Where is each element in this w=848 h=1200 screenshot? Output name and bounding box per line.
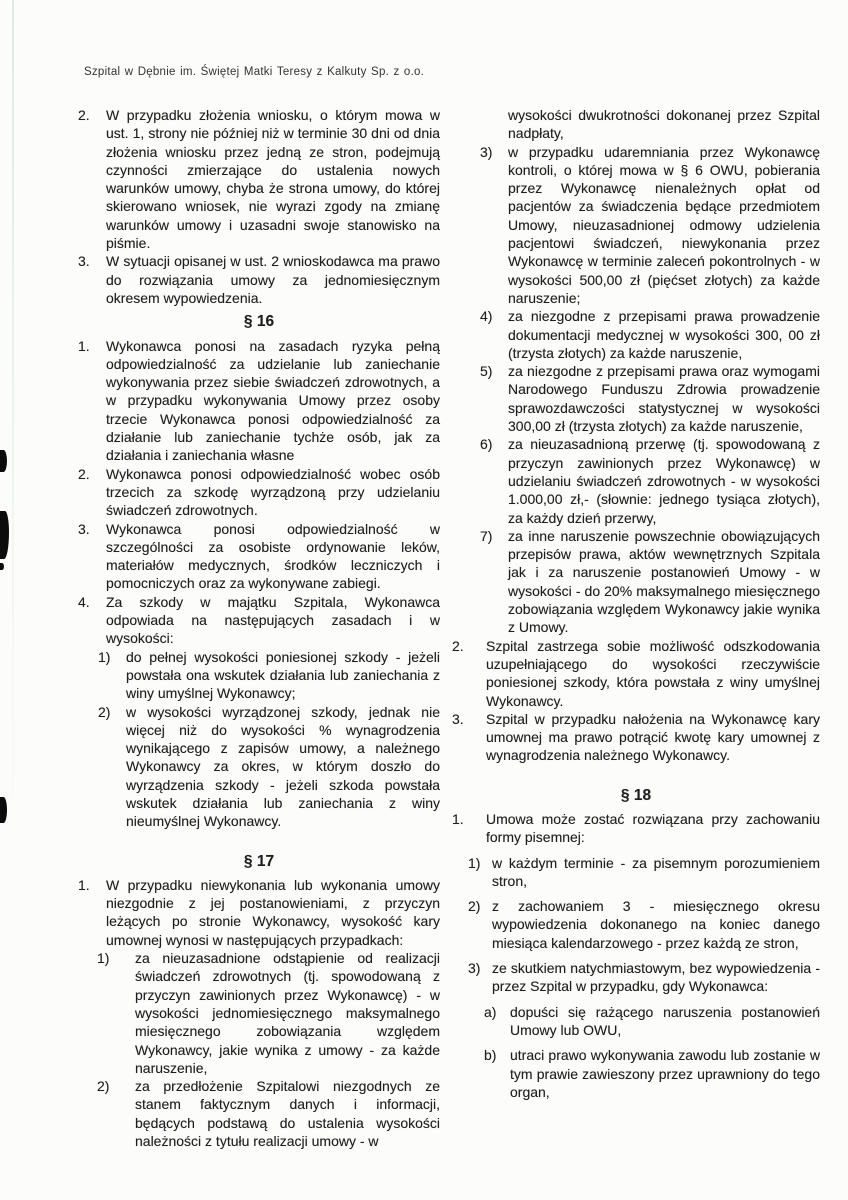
list-item-text: za niezgodne z przepisami prawa prowadzenie dokumentacji medycznej w wysokości 300, 00 zł (trzysta złotych) za każde naruszenie, bbox=[508, 308, 820, 361]
list-item-number: 3) bbox=[468, 960, 481, 977]
list-item-text: Za szkody w majątku Szpitala, Wykonawca odpowiada na następujących zasadach i w wysokości: bbox=[106, 593, 440, 647]
list-item bbox=[484, 1003, 820, 1040]
list-item bbox=[468, 854, 820, 891]
list-item-number: 4) bbox=[480, 308, 493, 325]
scan-artifact bbox=[0, 797, 7, 823]
list-item bbox=[78, 465, 440, 520]
list-item-text: za nieuzasadnione odstąpienie od realizacji świadczeń zdrowotnych (tj. spowodowaną z przyczyn zawinionych przez Wykonawcę) - w wysokości jednomiesięcznego maksymalnego miesięcznego zobowiązania względem Wykonawcy, jakie wynika z umowy - za każde naruszenie, bbox=[135, 950, 440, 1076]
list-item-number: 1) bbox=[97, 950, 110, 967]
list-item-number: 3. bbox=[78, 253, 90, 270]
list-item-text: Szpital w przypadku nałożenia na Wykonawcę kary umownej ma prawo potrącić kwotę kary umownej z wynagrodzenia należnego Wykonawcy. bbox=[486, 710, 820, 764]
list-item-text: ze skutkiem natychmiastowym, bez wypowiedzenia - przez Szpital w przypadku, gdy Wykonawca: bbox=[492, 960, 820, 995]
list-item bbox=[480, 143, 820, 308]
list-item bbox=[480, 307, 820, 362]
list-item-number: 3. bbox=[78, 520, 90, 537]
list-item-number: 6) bbox=[480, 436, 493, 453]
list-item-number: 2) bbox=[98, 703, 111, 720]
list-item-text: w przypadku udaremniania przez Wykonawcę kontroli, o której mowa w § 6 OWU, pobierania przez Wykonawcę nienależnych opłat od pacjentów za świadczenia będące przedmiotem Umowy, nieuzasadnionej odmowy udzielenia pacjentowi świadczeń, niewykonania przez Wykonawcę w terminie zaleceń pokontrolnych - w wysokości 500,00 zł (pięćset złotych) za każde naruszenie; bbox=[508, 143, 820, 306]
list-item-text: do pełnej wysokości poniesionej szkody - jeżeli powstała ona wskutek działania lub zaniechania z winy umyślnej Wykonawcy; bbox=[126, 648, 440, 702]
scan-artifact bbox=[0, 563, 4, 570]
section-16-heading: § 16 bbox=[243, 313, 275, 331]
list-item bbox=[468, 897, 820, 952]
list-item bbox=[452, 710, 820, 765]
list-item bbox=[97, 949, 440, 1077]
list-item-text: Wykonawca ponosi odpowiedzialność w szczególności za osobiste ordynowanie leków, materiałów medycznych, środków leczniczych i pomocniczych oraz za wykonywane zabiegi. bbox=[106, 520, 440, 592]
scan-artifact bbox=[0, 450, 7, 472]
list-item-text: W sytuacji opisanej w ust. 2 wnioskodawca ma prawo do rozwiązania umowy za jednomiesięcznym okresem wypowiedzenia. bbox=[106, 253, 440, 306]
list-item-text: w wysokości wyrządzonej szkody, jednak nie więcej niż do wysokości % wynagrodzenia wynikającego z zapisów umowy, a należnego Wykonawcy za okres, w którym doszło do wyrządzenia szkody - jeżeli szkoda powstała wskutek działania lub zaniechania z winy nieumyślnej Wykonawcy. bbox=[126, 703, 440, 830]
continuation-paragraph: wysokości dwukrotności dokonanej przez Szpital nadpłaty, bbox=[508, 107, 820, 142]
list-item bbox=[484, 1046, 820, 1101]
list-item-text: utraci prawo wykonywania zawodu lub zostanie w tym prawie zawieszony przez uprawniony do tego organ, bbox=[510, 1047, 820, 1100]
list-item-number: 1. bbox=[78, 337, 90, 354]
list-item bbox=[78, 876, 440, 949]
list-item-number: 5) bbox=[480, 363, 493, 380]
list-item bbox=[78, 106, 440, 252]
list-item-number: 1. bbox=[452, 810, 464, 827]
list-item bbox=[78, 520, 440, 593]
list-item-number: 3. bbox=[452, 710, 464, 727]
list-item bbox=[78, 252, 440, 307]
list-item-number: 1) bbox=[468, 854, 481, 871]
list-item-number: 2. bbox=[452, 637, 464, 654]
list-item-text: za nieuzasadnioną przerwę (tj. spowodowaną z przyczyn zawinionych przez Wykonawcę) w udzielaniu świadczeń zdrowotnych - w wysokości 1.000,00 zł,- (słownie: jednego tysiąca złotych), za każdy dzień przerwy, bbox=[508, 436, 820, 526]
list-item-text: za niezgodne z przepisami prawa oraz wymogami Narodowego Funduszu Zdrowia prowadzenie sprawozdawczości statystycznej w wysokości 300,00 zł (trzysta złotych) za każde naruszenie, bbox=[508, 363, 820, 435]
right-column bbox=[452, 106, 820, 1101]
list-item-number: 2. bbox=[78, 107, 90, 123]
list-item bbox=[97, 1077, 440, 1150]
section-18-heading: § 18 bbox=[620, 786, 652, 804]
list-item-text: za inne naruszenie powszechnie obowiązujących przepisów prawa, aktów wewnętrznych Szpitala jak i za naruszenie postanowień Umowy - w wysokości - do 20% maksymalnego miesięcznego zobowiązania względem Wykonawcy jakie wynika z Umowy. bbox=[508, 527, 820, 636]
list-item-text: za przedłożenie Szpitalowi niezgodnych ze stanem faktycznym danych i informacji, będących podstawą do ustalenia wysokości należności z tytułu realizacji umowy - w bbox=[135, 1078, 440, 1150]
section-17-heading: § 17 bbox=[243, 852, 275, 870]
list-item bbox=[78, 593, 440, 648]
list-item bbox=[452, 810, 820, 847]
list-item-number: 7) bbox=[480, 527, 493, 544]
list-item-text: Wykonawca ponosi na zasadach ryzyka pełną odpowiedzialność za udzielanie lub zaniechanie wykonywania przez siebie świadczeń zdrowotnych, a w przypadku wykonywania Umowy przez osoby trzecie Wykonawca ponosi odpowiedzialność za działanie lub zaniechanie tychże osób, jak za działania i zaniechania własne bbox=[106, 337, 440, 464]
scan-artifact bbox=[0, 511, 9, 559]
list-item-number: 4. bbox=[78, 593, 90, 610]
list-item-number: b) bbox=[484, 1047, 497, 1064]
list-item-number: 1. bbox=[78, 876, 90, 893]
list-item-number: 2) bbox=[468, 898, 481, 915]
left-column bbox=[78, 106, 440, 1150]
list-item-text: w każdym terminie - za pisemnym porozumieniem stron, bbox=[492, 854, 820, 889]
list-item-number: 1) bbox=[98, 648, 111, 665]
list-item-text: W przypadku niewykonania lub wykonania umowy niezgodnie z jej postanowieniami, z przyczyn leżących po stronie Wykonawcy, wysokość kary umownej wynosi w następujących przypadkach: bbox=[106, 876, 440, 948]
list-item-text: W przypadku złożenia wniosku, o którym mowa w ust. 1, strony nie później niż w terminie 30 dni od dnia złożenia wniosku przez jedną ze stron, podejmują czynności zmierzające do ustalenia nowych warunków umowy, chyba że strona umowy, do której skierowano wniosek, nie wyrazi zgody na zmianę warunków umowy i uzasadni swoje stanowisko na piśmie. bbox=[106, 107, 440, 252]
list-item-number: a) bbox=[484, 1003, 497, 1020]
list-item-number: 3) bbox=[480, 143, 493, 160]
list-item-text: Umowa może zostać rozwiązana przy zachowaniu formy pisemnej: bbox=[486, 810, 820, 846]
list-item-text: Szpital zastrzega sobie możliwość odszkodowania uzupełniającego do wysokości rzeczywiście poniesionej szkody, która powstała z winy umyślnej Wykonawcy. bbox=[486, 637, 820, 709]
list-item-text: Wykonawca ponosi odpowiedzialność wobec osób trzecich za szkodę wyrządzoną przy udzielaniu świadczeń zdrowotnych. bbox=[106, 465, 440, 519]
list-item-number: 2) bbox=[97, 1078, 110, 1095]
list-item bbox=[480, 527, 820, 637]
list-item bbox=[480, 435, 820, 526]
document-header: Szpital w Dębnie im. Świętej Matki Teresy z Kalkuty Sp. z o.o. bbox=[84, 66, 425, 78]
list-item bbox=[78, 337, 440, 465]
list-item bbox=[452, 637, 820, 710]
list-item-text: z zachowaniem 3 - miesięcznego okresu wypowiedzenia dokonanego na koniec danego miesiąca kalendarzowego - przez każdą ze stron, bbox=[492, 898, 820, 951]
list-item-number: 2. bbox=[78, 465, 90, 482]
list-item bbox=[468, 959, 820, 996]
list-item bbox=[98, 703, 440, 831]
list-item bbox=[480, 362, 820, 435]
list-item-text: dopuści się rażącego naruszenia postanowień Umowy lub OWU, bbox=[510, 1003, 820, 1038]
scanner-edge-line bbox=[12, 0, 14, 860]
list-item bbox=[98, 648, 440, 703]
